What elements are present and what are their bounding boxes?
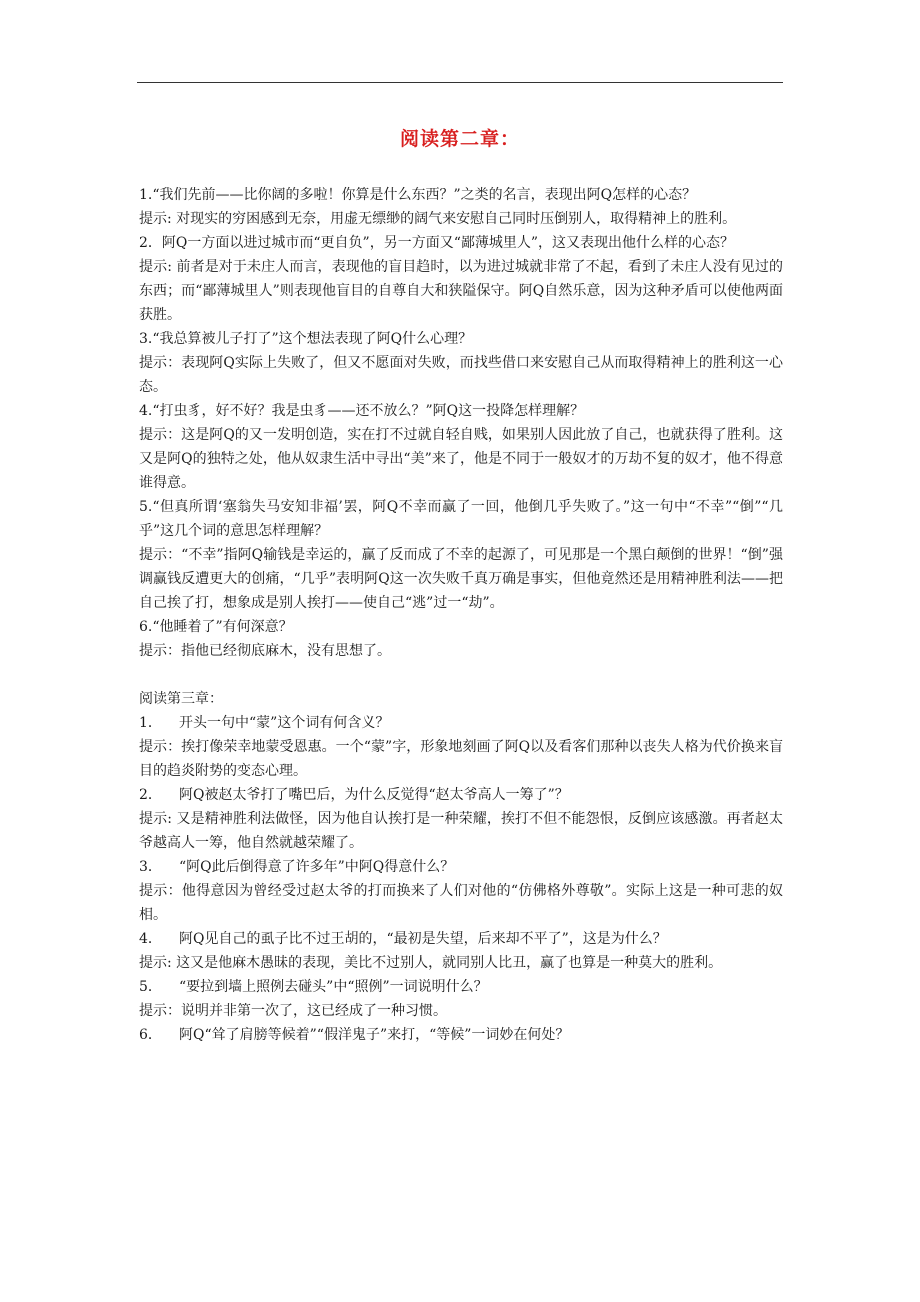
question-number: 3． <box>139 859 162 875</box>
question-item: 1.“我们先前——比你阔的多啦！你算是什么东西？”之类的名言，表现出阿Q怎样的心态？ <box>139 187 697 203</box>
answer-hint: 提示：他得意因为曾经受过赵太爷的打而换来了人们对他的“仿佛格外尊敬”。实际上这是一种可悲的奴相。 <box>139 883 783 923</box>
question-item: 3.“我总算被儿子打了”这个想法表现了阿Q什么心理？ <box>139 331 473 347</box>
answer-hint: 提示: 又是精神胜利法做怪，因为他自认挨打是一种荣耀，挨打不但不能怨恨，反倒应该感激。再者赵太爷越高人一筹，他自然就越荣耀了。 <box>139 811 783 851</box>
question-item <box>139 975 783 999</box>
answer-hint: 提示: 对现实的穷困感到无奈，用虚无缥缈的阔气来安慰自己同时压倒别人，取得精神上的胜利。 <box>139 211 737 227</box>
question-number: 6． <box>139 1027 162 1043</box>
answer-hint: 提示: 这又是他麻木愚昧的表现，美比不过别人，就同别人比丑，赢了也算是一种莫大的胜利。 <box>139 955 723 971</box>
question-item <box>139 783 783 807</box>
answer-hint: 提示: 前者是对于未庄人而言，表现他的盲目趋时，以为进过城就非常了不起，看到了未庄人没有见过的东西；而“鄙薄城里人”则表现他盲目的自尊自大和狭隘保守。阿Q自然乐意，因为这种矛盾可以使他两面获胜。 <box>139 259 783 323</box>
question-item: 6.“他睡着了”有何深意？ <box>139 619 293 635</box>
question-item <box>139 927 783 951</box>
question-item <box>139 1023 783 1047</box>
question-number: 2． <box>139 787 162 803</box>
answer-hint: 提示：挨打像荣幸地蒙受恩惠。一个“蒙”字，形象地刻画了阿Q以及看客们那种以丧失人格为代价换来盲目的趋炎附势的变态心理。 <box>139 739 783 779</box>
header-rule <box>137 82 783 83</box>
question-text: 阿Q见自己的虱子比不过王胡的，“最初是失望，后来却不平了”，这是为什么？ <box>179 931 667 947</box>
question-number: 5． <box>139 979 162 995</box>
chapter-3-section <box>139 711 783 1047</box>
question-text: 开头一句中“蒙”这个词有何含义？ <box>179 715 390 731</box>
question-text: 阿Q被赵太爷打了嘴巴后，为什么反觉得“赵太爷高人一筹了”？ <box>179 787 569 803</box>
question-number: 1． <box>139 715 162 731</box>
question-text: “要拉到墙上照例去碰头”中“照例”一词说明什么？ <box>179 979 488 995</box>
answer-hint: 提示：这是阿Q的又一发明创造，实在打不过就自轻自贱，如果别人因此放了自己，也就获得了胜利。这又是阿Q的独特之处，他从奴隶生活中寻出“美”来了，他是不同于一般奴才的万劫不复的奴才，他不得意谁得意。 <box>139 427 783 491</box>
answer-hint: 提示：指他已经彻底麻木，没有思想了。 <box>139 643 391 659</box>
question-number: 4． <box>139 931 162 947</box>
question-text: 阿Q“耸了肩膀等候着”“假洋鬼子”来打，“等候”一词妙在何处？ <box>179 1027 570 1043</box>
answer-hint: 提示：说明并非第一次了，这已经成了一种习惯。 <box>139 1003 447 1019</box>
page-title: 阅读第二章： <box>399 128 520 150</box>
question-item <box>139 711 783 735</box>
answer-hint: 提示：“不幸”指阿Q输钱是幸运的，赢了反而成了不幸的起源了，可见那是一个黑白颠倒的世界！“倒”强调赢钱反遭更大的创痛，“几乎”表明阿Q这一次失败千真万确是事实，但他竟然还是用精神胜利法——把自己挨了打，想象成是别人挨打——使自己“逃”过一“劫”。 <box>139 547 783 611</box>
chapter-2-section <box>139 183 783 663</box>
question-item <box>139 855 783 879</box>
question-item: 2．阿Q一方面以进过城市而“更自负”，另一方面又“鄙薄城里人”，这又表现出他什么样的心态？ <box>139 235 735 251</box>
document-body <box>139 183 783 1047</box>
question-item: 5.“但真所谓‘塞翁失马安知非福’罢，阿Q不幸而赢了一回，他倒几乎失败了。”这一句中“不幸”“倒”“几乎”这几个词的意思怎样理解？ <box>139 499 783 539</box>
question-text: “阿Q此后倒得意了许多年”中阿Q得意什么？ <box>179 859 455 875</box>
section-gap <box>139 663 783 687</box>
chapter-3-heading: 阅读第三章： <box>139 691 223 707</box>
question-item: 4.“打虫豸，好不好？我是虫豸——还不放么？”阿Q这一投降怎样理解？ <box>139 403 585 419</box>
answer-hint: 提示：表现阿Q实际上失败了，但又不愿面对失败，而找些借口来安慰自己从而取得精神上的胜利这一心态。 <box>139 355 783 395</box>
